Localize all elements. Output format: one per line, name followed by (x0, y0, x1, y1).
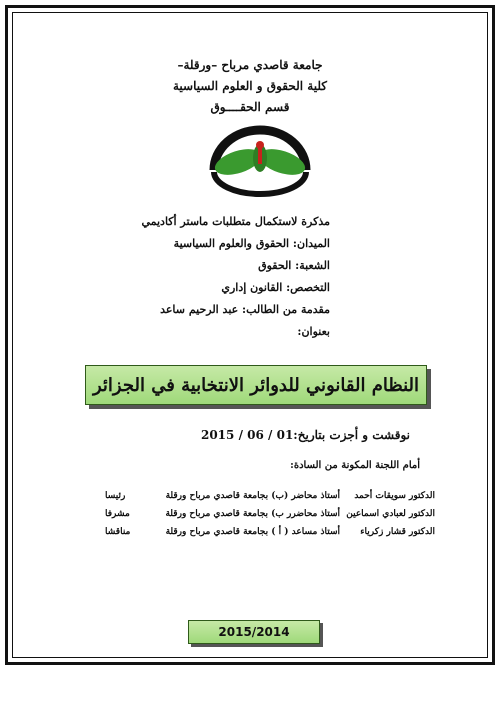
memo-branch: الشعبة: الحقوق (258, 259, 330, 272)
member-name: الدكتور لعبادي اسماعين (346, 509, 435, 519)
memo-specialty: التخصص: القانون إداري (221, 281, 330, 294)
committee-row (105, 491, 435, 505)
committee-row (105, 527, 435, 541)
department-name: قسم الحقــــوق (210, 100, 290, 114)
member-rank: أستاذ محاضرر ب) بجامعة قاصدي مرباح ورقلة (165, 509, 340, 519)
memo-field: الميدان: الحقوق والعلوم السياسية (173, 237, 330, 250)
committee-row (105, 509, 435, 523)
thesis-title: النظام القانوني للدوائر الانتخابية في الجزائر (85, 365, 427, 405)
academic-year: 2015/2014 (188, 620, 320, 644)
university-emblem-icon (200, 118, 320, 198)
member-name: الدكتور قشار زكرياء (360, 527, 435, 537)
faculty-name: كلية الحقوق و العلوم السياسية (172, 79, 328, 93)
university-name: جامعة قاصدي مرباح –ورقلة– (177, 58, 323, 72)
member-role: مشرفا (105, 509, 130, 519)
member-name: الدكتور سويقات أحمد (354, 491, 435, 501)
defense-date: نوقشت و أجزت بتاريخ:01 / 06 / 2015 (200, 428, 410, 442)
memo-student: مقدمة من الطالب: عبد الرحيم ساعد (160, 303, 330, 316)
member-rank: أستاذ مساعد ( أ ) بجامعة قاصدي مرباح ورقلة (165, 527, 340, 537)
memo-purpose: مذكرة لاستكمال متطلبات ماستر أكاديمي (141, 215, 330, 228)
member-role: مناقشا (105, 527, 131, 537)
memo-titled: بعنوان: (297, 325, 330, 338)
member-rank: أستاذ محاضر (ب) بجامعة قاصدي مرباح ورقلة (165, 491, 340, 501)
member-role: رئيسا (105, 491, 126, 501)
committee-heading: أمام اللجنة المكونة من السادة: (290, 460, 420, 471)
